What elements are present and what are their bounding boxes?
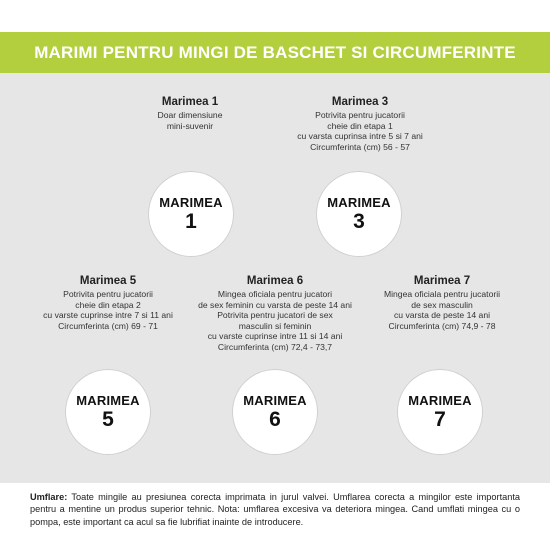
size-6-heading: Marimea 6 xyxy=(246,275,304,287)
size-6-line: Circumferinta (cm) 72,4 - 73,7 xyxy=(217,341,333,352)
size-3-line: cheie din etapa 1 xyxy=(327,120,393,131)
size-7-description xyxy=(362,274,522,331)
inflation-note-label: Umflare: xyxy=(30,492,68,502)
size-5-ball xyxy=(65,369,151,455)
size-1-line: Doar dimensiune xyxy=(157,110,223,120)
ball-label: MARIMEA xyxy=(159,195,223,210)
size-3-line: cu varsta cuprinsa intre 5 si 7 ani xyxy=(297,131,423,142)
size-3-line: Circumferinta (cm) 56 - 57 xyxy=(310,141,410,152)
size-7-line: Mingea oficiala pentru jucatorii xyxy=(383,289,501,299)
size-1-ball xyxy=(148,171,234,257)
size-7-line: de sex masculin xyxy=(411,299,473,310)
size-7-heading: Marimea 7 xyxy=(413,275,471,287)
size-5-line: cu varste cuprinse intre 7 si 11 ani xyxy=(43,310,173,321)
top-margin xyxy=(0,0,550,32)
size-7-line: cu varsta de peste 14 ani xyxy=(393,310,491,321)
ball-label: MARIMEA xyxy=(76,393,140,408)
size-7-ball xyxy=(397,369,483,455)
size-6-line: masculin si feminin xyxy=(238,320,312,331)
size-1-description xyxy=(130,95,250,131)
size-1-line: mini-suvenir xyxy=(166,120,214,131)
inflation-note-text: Toate mingile au presiunea corecta imprimata in jurul valvei. Umflarea corecta a mingilor este importanta pentru a mentine un produs superior tehnic. Nota: umflarea excesiva va deteriora mingea. Cand umflati mingea cu o pompa, este important ca acul sa fie lubrifiat inainte de introducere. xyxy=(30,492,520,527)
ball-number: 3 xyxy=(353,210,365,233)
ball-label: MARIMEA xyxy=(327,195,391,210)
size-5-heading: Marimea 5 xyxy=(79,275,137,287)
size-6-line: Mingea oficiala pentru jucatori xyxy=(217,289,333,299)
size-6-description xyxy=(185,274,365,353)
inflation-note xyxy=(30,491,520,528)
ball-number: 5 xyxy=(102,408,114,431)
size-3-line: Potrivita pentru jucatorii xyxy=(315,110,405,120)
size-6-line: Potrivita pentru jucatori de sex xyxy=(217,310,333,321)
size-5-line: Circumferinta (cm) 69 - 71 xyxy=(58,320,158,331)
size-1-heading: Marimea 1 xyxy=(161,96,219,108)
ball-number: 6 xyxy=(269,408,281,431)
size-5-line: Potrivita pentru jucatorii xyxy=(63,289,153,299)
page-title: MARIMI PENTRU MINGI DE BASCHET SI CIRCUMFERINTE xyxy=(0,32,550,73)
ball-label: MARIMEA xyxy=(408,393,472,408)
size-5-line: cheie din etapa 2 xyxy=(75,299,141,310)
size-3-ball xyxy=(316,171,402,257)
size-6-line: de sex feminin cu varsta de peste 14 ani xyxy=(198,299,352,310)
ball-number: 7 xyxy=(434,408,446,431)
size-7-line: Circumferinta (cm) 74,9 - 78 xyxy=(388,320,496,331)
size-3-heading: Marimea 3 xyxy=(331,96,389,108)
size-3-description xyxy=(280,95,440,152)
size-6-ball xyxy=(232,369,318,455)
sizes-panel xyxy=(0,73,550,483)
ball-number: 1 xyxy=(185,210,197,233)
ball-label: MARIMEA xyxy=(243,393,307,408)
size-6-line: cu varste cuprinse intre 11 si 14 ani xyxy=(207,331,343,342)
size-5-description xyxy=(28,274,188,331)
